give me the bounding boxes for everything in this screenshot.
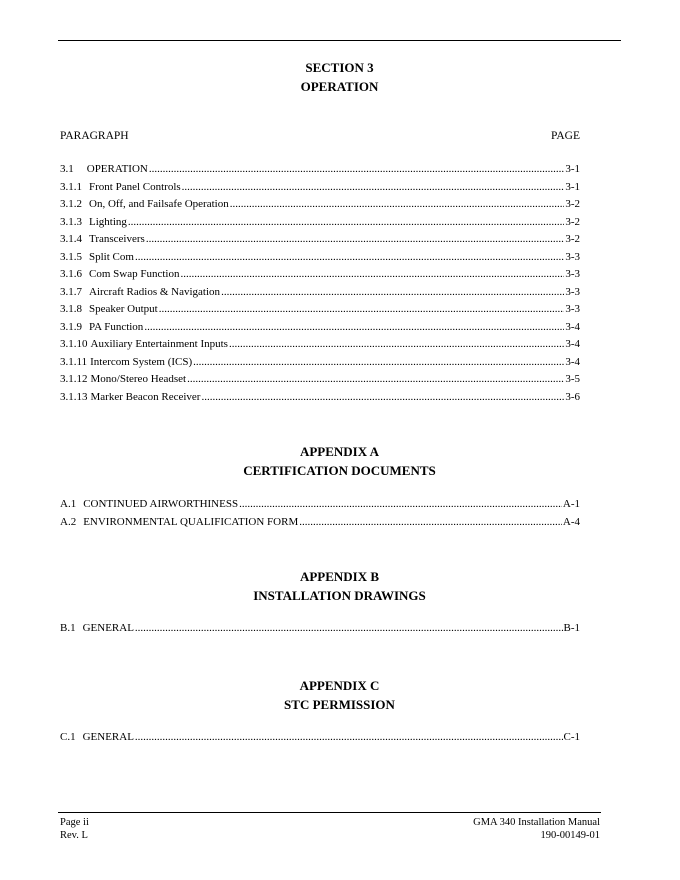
toc-entry-number: 3.1.12 [60,373,88,385]
toc-entry-title: Aircraft Radios & Navigation [89,285,221,298]
appendixB-heading-label: APPENDIX B [299,569,380,584]
section3-heading [58,58,621,96]
toc-entry-number: 3.1.4 [60,233,82,245]
paragraph-column-header: PARAGRAPH [60,130,129,142]
appendixA-heading [58,442,621,480]
toc-entry[interactable] [60,181,580,199]
toc-entry[interactable] [60,731,580,749]
toc-entry-number: 3.1.7 [60,285,82,298]
footer-page-number: Page ii [60,817,89,828]
toc-entry-page: 3-3 [565,250,580,263]
toc-entry[interactable] [60,286,580,304]
toc-entry-title: Auxiliary Entertainment Inputs [90,338,228,350]
toc-entry[interactable] [60,356,580,374]
footer-revision: Rev. L [60,830,88,841]
footer-right [473,816,600,842]
appendixA-toc-list [60,498,580,533]
toc-entry-page: 3-3 [565,285,580,298]
toc-entry-number: 3.1.13 [60,390,88,403]
dot-leader [239,498,562,510]
toc-entry-number: 3.1.6 [60,268,82,280]
appendixA-heading-label: APPENDIX A [299,444,380,459]
footer-document-number: 190-00149-01 [540,830,600,841]
toc-entry-number: A.2 [60,515,77,528]
toc-entry-page: 3-2 [565,198,580,210]
toc-entry-number: A.1 [60,498,77,510]
toc-entry-title: Intercom System (ICS) [90,355,193,368]
toc-entry-number: 3.1.9 [60,320,82,333]
toc-entry-page: C-1 [563,731,580,743]
dot-leader [187,373,564,385]
toc-entry[interactable] [60,251,580,269]
toc-entry-title: Mono/Stereo Headset [90,373,187,385]
toc-column-headers [60,129,580,143]
toc-entry-page: B-1 [563,622,580,634]
toc-entry-page: 3-1 [565,163,580,175]
page-column-header: PAGE [551,130,580,142]
toc-entry-title: Marker Beacon Receiver [90,390,201,403]
dot-leader [159,303,565,315]
footer-rule [58,812,601,813]
appendixB-heading [58,567,621,605]
toc-entry-number: C.1 [60,731,76,743]
toc-entry[interactable] [60,391,580,409]
toc-entry[interactable] [60,338,580,356]
toc-entry[interactable] [60,373,580,391]
dot-leader [193,356,564,368]
appendixB-toc-list [60,622,580,640]
toc-entry-page: 3-6 [565,390,580,403]
toc-entry-title: Transceivers [89,233,145,245]
toc-entry-page: 3-4 [565,355,580,368]
toc-entry-number: B.1 [60,622,76,634]
toc-entry-title: On, Off, and Failsafe Operation [89,198,229,210]
toc-entry-title: PA Function [89,320,144,333]
toc-entry-title: GENERAL [82,622,134,634]
toc-entry[interactable] [60,268,580,286]
toc-entry[interactable] [60,233,580,251]
toc-entry-title: Speaker Output [89,303,158,315]
dot-leader [146,233,565,245]
toc-entry-title: Com Swap Function [89,268,180,280]
toc-entry-title: CONTINUED AIRWORTHINESS [83,498,239,510]
section3-heading-title: OPERATION [300,79,379,94]
toc-entry-page: 3-3 [565,303,580,315]
toc-entry-page: 3-5 [565,373,580,385]
toc-entry[interactable] [60,303,580,321]
footer-left [60,816,89,842]
toc-entry-page: 3-3 [565,268,580,280]
dot-leader [135,251,564,263]
toc-entry-number: 3.1.2 [60,198,82,210]
toc-entry-number: 3.1.5 [60,250,82,263]
appendixC-heading [58,676,621,714]
dot-leader [221,286,564,298]
toc-entry-page: 3-1 [565,180,580,193]
appendixC-heading-title: STC PERMISSION [284,697,395,712]
dot-leader [144,321,564,333]
header-rule [58,40,621,41]
dot-leader [182,181,565,193]
toc-entry[interactable] [60,498,580,516]
toc-entry[interactable] [60,198,580,216]
toc-entry[interactable] [60,216,580,234]
toc-entry-page: 3-2 [565,233,580,245]
toc-entry-number: 3.1.1 [60,180,82,193]
toc-entry-number: 3.1.8 [60,303,82,315]
appendixA-heading-title: CERTIFICATION DOCUMENTS [243,463,436,478]
toc-entry-number: 3.1.10 [60,338,88,350]
section3-toc-list [60,163,580,408]
toc-entry-title: ENVIRONMENTAL QUALIFICATION FORM [83,515,299,528]
dot-leader [299,516,562,528]
toc-entry-page: 3-2 [565,215,580,228]
toc-entry-number: 3.1 [60,163,74,175]
toc-entry[interactable] [60,516,580,534]
toc-entry-title: Split Com [89,250,134,263]
toc-entry-title: OPERATION [86,163,148,175]
appendixC-heading-label: APPENDIX C [299,678,380,693]
toc-entry[interactable] [60,163,580,181]
footer-manual-title: GMA 340 Installation Manual [473,817,600,828]
dot-leader [180,268,564,280]
dot-leader [201,391,564,403]
toc-entry-page: A-1 [562,498,580,510]
dot-leader [135,731,563,743]
dot-leader [135,622,563,634]
toc-entry-page: 3-4 [565,338,580,350]
toc-entry[interactable] [60,321,580,339]
dot-leader [149,163,564,175]
dot-leader [230,198,565,210]
toc-entry-title: Lighting [89,215,127,228]
toc-entry-page: A-4 [562,515,580,528]
toc-entry[interactable] [60,622,580,640]
toc-entry-title: Front Panel Controls [89,180,181,193]
toc-entry-title: GENERAL [82,731,134,743]
dot-leader [229,338,564,350]
appendixC-toc-list [60,731,580,749]
toc-entry-number: 3.1.11 [60,355,88,368]
toc-entry-page: 3-4 [565,320,580,333]
dot-leader [128,216,564,228]
toc-entry-number: 3.1.3 [60,215,82,228]
section3-heading-label: SECTION 3 [305,60,374,75]
appendixB-heading-title: INSTALLATION DRAWINGS [253,588,426,603]
